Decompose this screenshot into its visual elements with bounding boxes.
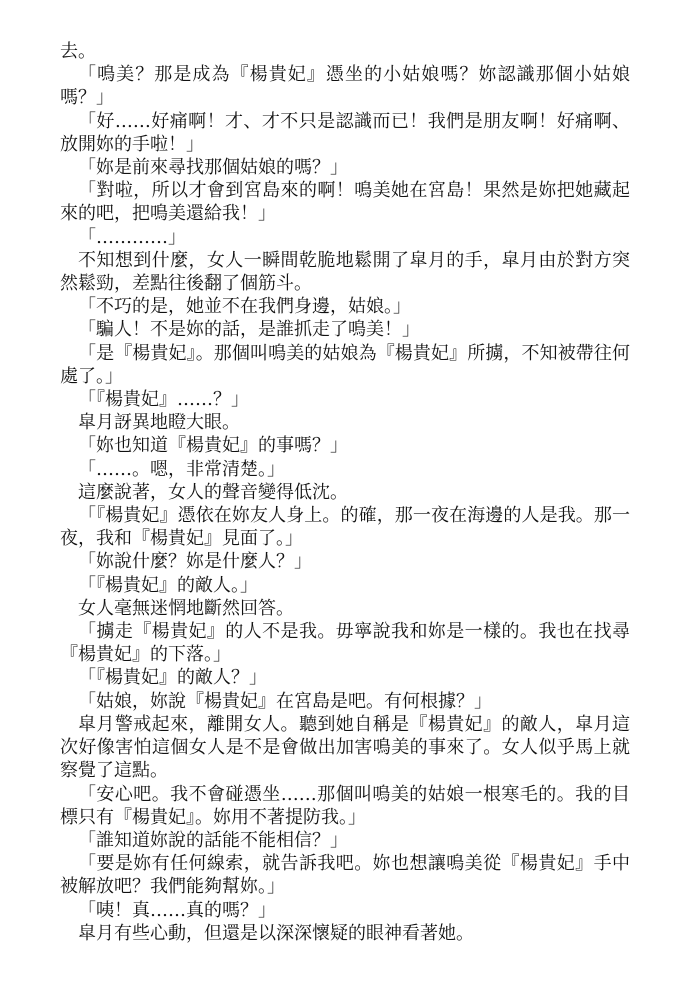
paragraph: 「『楊貴妃』的敵人？」	[78, 667, 267, 689]
paragraph: 「『楊貴妃』的敵人。」	[78, 574, 258, 596]
paragraph: 皐月有些心動，但還是以深深懷疑的眼神看著她。	[78, 922, 474, 944]
paragraph: 去。	[60, 41, 96, 62]
novel-text-body	[60, 40, 630, 945]
paragraph: 「擄走『楊貴妃』的人不是我。毋寧說我和妳是一樣的。我也在找尋『楊貴妃』的下落。」	[60, 621, 630, 666]
paragraph: 「妳也知道『楊貴妃』的事嗎？」	[78, 435, 348, 457]
paragraph: 「……。嗯，非常清楚。」	[78, 458, 285, 480]
paragraph: 「鳴美？那是成為『楊貴妃』憑坐的小姑娘嗎？妳認識那個小姑娘嗎？」	[60, 64, 630, 109]
paragraph: 「『楊貴妃』憑依在妳友人身上。的確，那一夜在海邊的人是我。那一夜，我和『楊貴妃』見面了。」	[60, 505, 630, 550]
paragraph: 「不巧的是，她並不在我們身邊，姑娘。」	[78, 296, 411, 318]
paragraph: 「對啦，所以才會到宮島來的啊！鳴美她在宮島！果然是妳把她藏起來的吧，把鳴美還給我！」	[60, 180, 630, 225]
paragraph: 皐月警戒起來，離開女人。聽到她自稱是『楊貴妃』的敵人，皐月這次好像害怕這個女人是不是會做出加害鳴美的事來了。女人似乎馬上就察覺了這點。	[60, 713, 630, 782]
paragraph: 「是『楊貴妃』。那個叫鳴美的姑娘為『楊貴妃』所擄，不知被帶往何處了。」	[60, 342, 630, 387]
paragraph: 「誰知道妳說的話能不能相信？」	[78, 829, 348, 851]
paragraph: 「騙人！不是妳的話，是誰抓走了鳴美！」	[78, 319, 420, 341]
paragraph: 「安心吧。我不會碰憑坐……那個叫鳴美的姑娘一根寒毛的。我的目標只有『楊貴妃』。妳用不著提防我。」	[60, 783, 630, 828]
paragraph: 「姑娘，妳說『楊貴妃』在宮島是吧。有何根據？」	[78, 690, 492, 712]
paragraph: 「好……好痛啊！才、才不只是認識而已！我們是朋友啊！好痛啊、放開妳的手啦！」	[60, 110, 630, 155]
paragraph: 「要是妳有任何線索，就告訴我吧。妳也想讓鳴美從『楊貴妃』手中被解放吧？我們能夠幫妳。」	[60, 853, 630, 898]
paragraph: 「妳是前來尋找那個姑娘的嗎？」	[78, 157, 348, 179]
paragraph: 皐月訝異地瞪大眼。	[78, 412, 240, 434]
paragraph: 「…………」	[78, 226, 186, 248]
paragraph: 「妳說什麼？妳是什麼人？」	[78, 551, 312, 573]
paragraph: 「『楊貴妃』……？」	[78, 389, 249, 411]
paragraph: 女人毫無迷惘地斷然回答。	[78, 597, 294, 619]
paragraph: 「咦！真……真的嗎？」	[78, 899, 276, 921]
paragraph: 這麼說著，女人的聲音變得低沈。	[78, 481, 348, 503]
paragraph: 不知想到什麼，女人一瞬間乾脆地鬆開了皐月的手，皐月由於對方突然鬆勁，差點往後翻了個筋斗。	[60, 249, 630, 295]
